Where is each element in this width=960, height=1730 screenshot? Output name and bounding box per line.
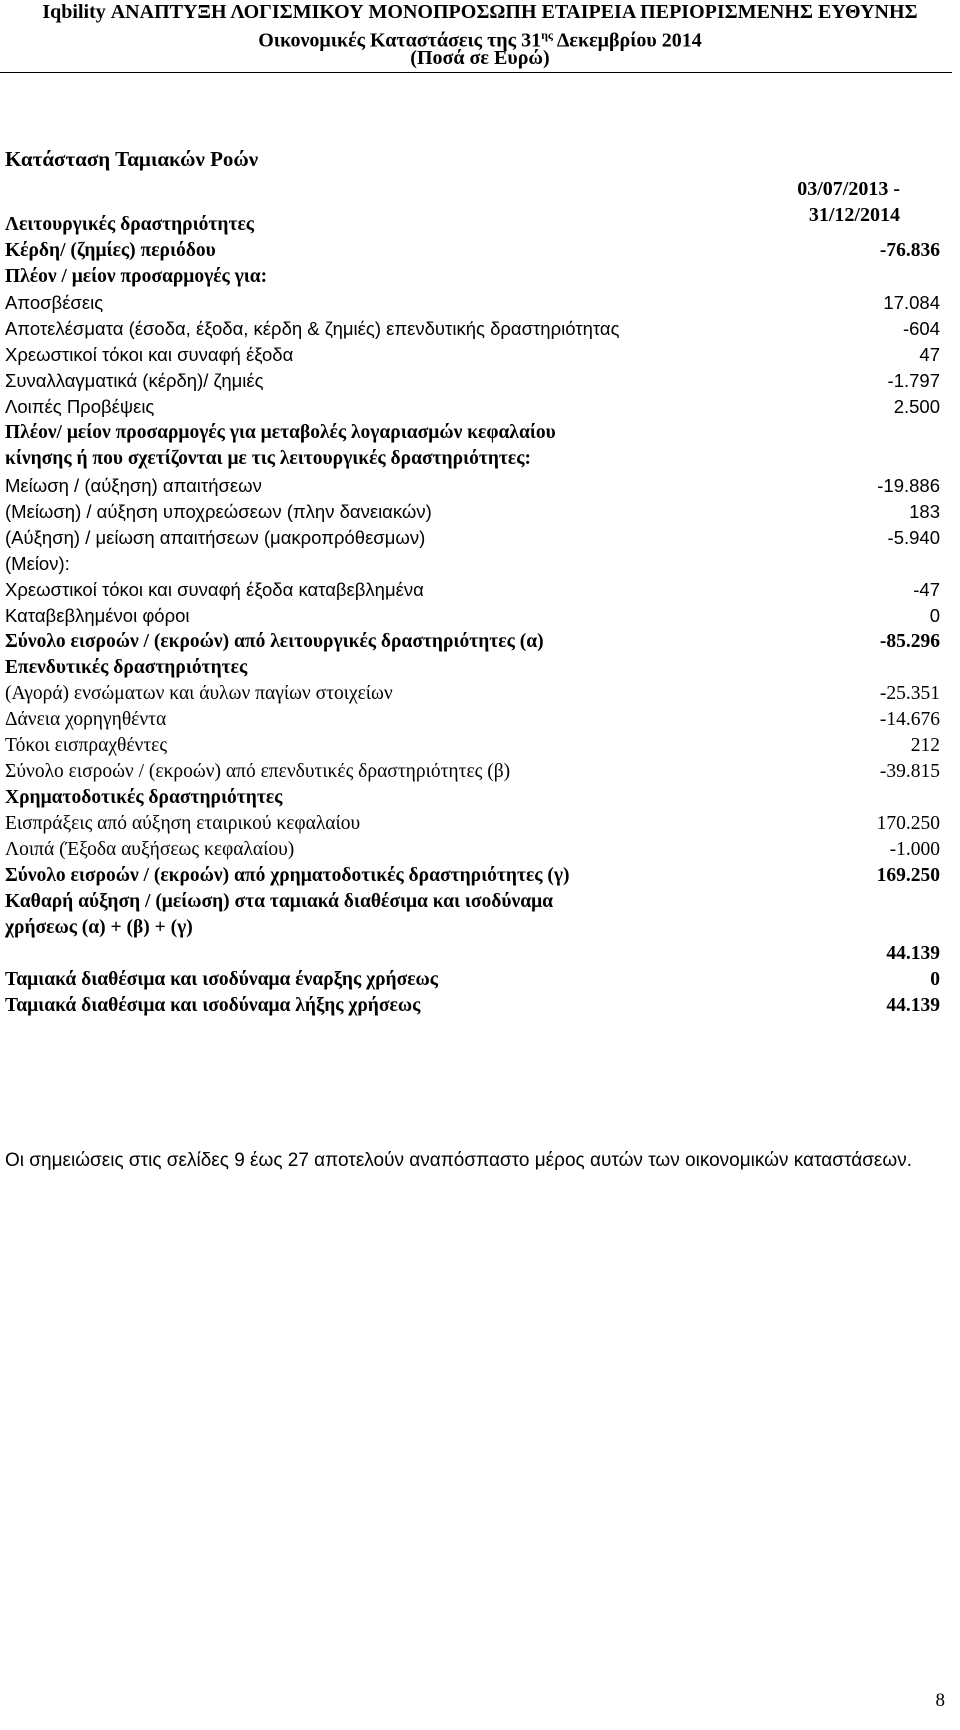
row-value: 170.250 [876, 813, 940, 834]
row-net-change-value [5, 943, 940, 970]
row-value: 44.139 [886, 943, 940, 964]
row-value: -14.676 [879, 709, 940, 730]
row-value: -25.351 [879, 683, 940, 704]
row-value: 183 [909, 501, 940, 522]
row-interest-received [5, 735, 940, 762]
row-value: 212 [910, 735, 940, 756]
row-label: Λοιπά (Έξοδα αυξήσεως κεφαλαίου) [5, 839, 295, 860]
row-label: (Μείον): [5, 553, 70, 574]
subtitle-post: Δεκεμβρίου 2014 [553, 29, 702, 52]
row-value: 2.500 [893, 396, 940, 417]
row-taxes-paid [5, 605, 940, 632]
row-label: Ταμιακά διαθέσιμα και ισοδύναμα έναρξης χρήσεως [5, 969, 439, 990]
statement-title: Κατάσταση Ταμιακών Ροών [5, 147, 259, 171]
row-investment-results [5, 318, 940, 345]
currency-note: (Ποσά σε Ευρώ) [410, 47, 550, 69]
row-value: -1.797 [887, 370, 940, 391]
row-label: Αποσβέσεις [5, 292, 104, 313]
period-line-1: 03/07/2013 - [797, 178, 900, 200]
row-net-change-1 [5, 891, 940, 918]
row-label: Εισπράξεις από αύξηση εταιρικού κεφαλαίου [5, 813, 361, 834]
row-capital-expenses [5, 839, 940, 866]
row-financing-total [5, 865, 940, 892]
row-label: Λειτουργικές δραστηριότητες [5, 214, 255, 235]
row-interest-expense [5, 344, 940, 371]
row-provisions [5, 396, 940, 423]
subtitle-pre: Οικονομικές Καταστάσεις της 31 [258, 29, 542, 52]
row-label: χρήσεως (α) + (β) + (γ) [5, 917, 193, 938]
notes-statement: Οι σημειώσεις στις σελίδες 9 έως 27 αποτελούν αναπόσπαστο μέρος αυτών των οικονομικών καταστάσεων. [5, 1150, 913, 1171]
row-label: Τόκοι εισπραχθέντες [5, 735, 168, 756]
row-value: 17.084 [883, 292, 940, 313]
row-opening-cash [5, 969, 940, 996]
row-value: -5.940 [887, 527, 940, 548]
row-operating-total [5, 631, 940, 658]
row-label: Λοιπές Προβέψεις [5, 396, 155, 417]
page-number: 8 [935, 1690, 945, 1711]
row-label: (Αύξηση) / μείωση απαιτήσεων (μακροπρόθεσμων) [5, 527, 426, 548]
row-label: κίνησης ή που σχετίζονται με τις λειτουργικές δραστηριότητες: [5, 448, 531, 469]
row-fx [5, 370, 940, 397]
row-capital-increase [5, 813, 940, 840]
row-label: Αποτελέσματα (έσοδα, έξοδα, κέρδη & ζημιές) επενδυτικής δραστηριότητας [5, 318, 620, 339]
row-value: -85.296 [879, 631, 940, 652]
row-value: -76.836 [879, 240, 940, 261]
row-adjustments-header [5, 266, 940, 293]
company-name: Iqbility ΑΝΑΠΤΥΞΗ ΛΟΓΙΣΜΙΚΟΥ ΜΟΝΟΠΡΟΣΩΠΗ ΕΤΑΙΡΕΙΑ ΠΕΡΙΟΡΙΣΜΕΝΗΣ ΕΥΘΥΝΗΣ [42, 1, 918, 23]
row-loans-granted [5, 709, 940, 736]
row-asset-purchase [5, 683, 940, 710]
row-value: -604 [902, 318, 940, 339]
row-value: 47 [919, 344, 940, 365]
row-liabilities [5, 501, 940, 528]
row-label: Καταβεβλημένοι φόροι [5, 605, 190, 626]
subtitle-sup: ης [541, 28, 553, 42]
row-long-term-receivables [5, 527, 940, 554]
row-investing-header [5, 657, 940, 684]
row-value: 169.250 [876, 865, 940, 886]
row-value: 0 [930, 969, 940, 990]
row-label: Καθαρή αύξηση / (μείωση) στα ταμιακά διαθέσιμα και ισοδύναμα [5, 891, 554, 912]
period-line-2: 31/12/2014 [808, 204, 900, 226]
row-operating-header [5, 214, 940, 241]
row-label: Χρηματοδοτικές δραστηριότητες [5, 787, 283, 808]
row-value: -47 [913, 579, 940, 600]
row-value: -19.886 [877, 475, 940, 496]
row-label: Χρεωστικοί τόκοι και συναφή έξοδα καταβεβλημένα [5, 579, 424, 600]
row-working-capital-header-2 [5, 448, 940, 475]
row-label: Πλέον/ μείον προσαρμογές για μεταβολές λογαριασμών κεφαλαίου [5, 422, 556, 443]
row-label: Χρεωστικοί τόκοι και συναφή έξοδα [5, 344, 294, 365]
row-label: Σύνολο εισροών / (εκροών) από επενδυτικές δραστηριότητες (β) [5, 761, 511, 782]
row-label: Κέρδη/ (ζημίες) περιόδου [5, 240, 216, 261]
row-label: (Αγορά) ενσώματων και άυλων παγίων στοιχείων [5, 683, 393, 704]
row-value: 0 [929, 605, 940, 626]
row-label: Μείωση / (αύξηση) απαιτήσεων [5, 475, 262, 496]
row-closing-cash [5, 995, 940, 1022]
row-label: Ταμιακά διαθέσιμα και ισοδύναμα λήξης χρήσεως [5, 995, 421, 1016]
row-receivables [5, 475, 940, 502]
row-value: -39.815 [879, 761, 940, 782]
row-less-header [5, 553, 940, 580]
row-depreciation [5, 292, 940, 319]
row-label: (Μείωση) / αύξηση υποχρεώσεων (πλην δανειακών) [5, 501, 432, 522]
row-working-capital-header-1 [5, 422, 940, 449]
header-rule [0, 72, 952, 73]
row-net-change-2 [5, 917, 940, 944]
row-label: Επενδυτικές δραστηριότητες [5, 657, 248, 678]
row-label: Σύνολο εισροών / (εκροών) από λειτουργικές δραστηριότητες (α) [5, 631, 544, 652]
row-investing-total [5, 761, 940, 788]
row-label: Δάνεια χορηγηθέντα [5, 709, 167, 730]
row-interest-paid [5, 579, 940, 606]
row-label: Συναλλαγματικά (κέρδη)/ ζημιές [5, 370, 264, 391]
row-label: Σύνολο εισροών / (εκροών) από χρηματοδοτικές δραστηριότητες (γ) [5, 865, 570, 886]
row-financing-header [5, 787, 940, 814]
row-value: -1.000 [889, 839, 940, 860]
row-profit-loss [5, 240, 940, 267]
row-label: Πλέον / μείον προσαρμογές για: [5, 266, 268, 287]
row-value: 44.139 [886, 995, 940, 1016]
